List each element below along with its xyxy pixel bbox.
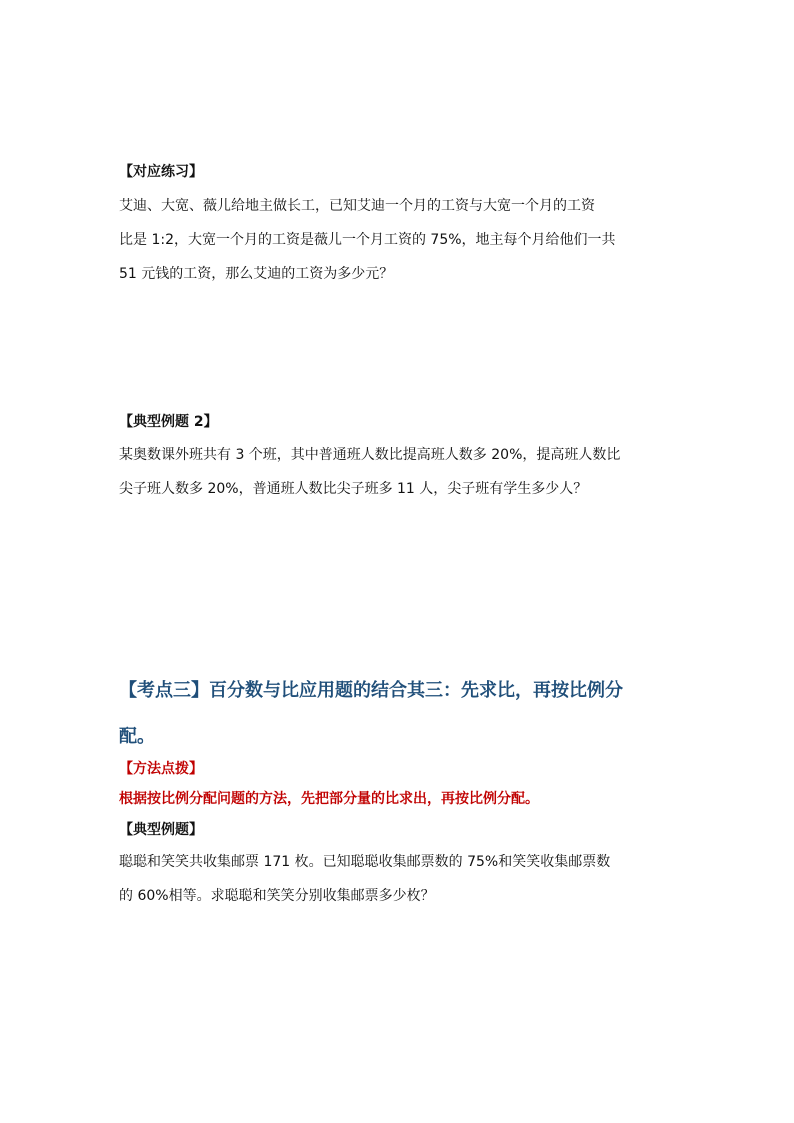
example-line-2: 的 60%相等。求聪聪和笑笑分别收集邮票多少枚？ (119, 888, 435, 904)
example2-question (119, 438, 689, 506)
section3-title (119, 668, 689, 760)
practice-line-2: 比是 1:2，大宽一个月的工资是薇儿一个月工资的 75%，地主每个月给他们一共 (119, 232, 616, 248)
practice-heading: 【对应练习】 (119, 164, 203, 180)
example2-heading: 【典型例题 2】 (119, 414, 218, 430)
practice-line-3: 51 元钱的工资，那么艾迪的工资为多少元？ (119, 266, 394, 282)
example2-line-1: 某奥数课外班共有 3 个班，其中普通班人数比提高班人数多 20%，提高班人数比 (119, 447, 621, 463)
example-question (119, 845, 689, 913)
section3-title-line-1: 【考点三】百分数与比应用题的结合其三：先求比，再按比例分 (119, 680, 623, 701)
example-line-1: 聪聪和笑笑共收集邮票 171 枚。已知聪聪收集邮票数的 75%和笑笑收集邮票数 (119, 854, 611, 870)
method-text: 根据按比例分配问题的方法，先把部分量的比求出，再按比例分配。 (119, 791, 539, 807)
example2-line-2: 尖子班人数多 20%，普通班人数比尖子班多 11 人，尖子班有学生多少人？ (119, 481, 588, 497)
practice-question (119, 189, 689, 291)
practice-line-1: 艾迪、大宽、薇儿给地主做长工，已知艾迪一个月的工资与大宽一个月的工资 (119, 198, 595, 214)
section3-title-line-2: 配。 (119, 726, 155, 747)
example-heading: 【典型例题】 (119, 822, 203, 838)
method-heading: 【方法点拨】 (119, 761, 203, 777)
